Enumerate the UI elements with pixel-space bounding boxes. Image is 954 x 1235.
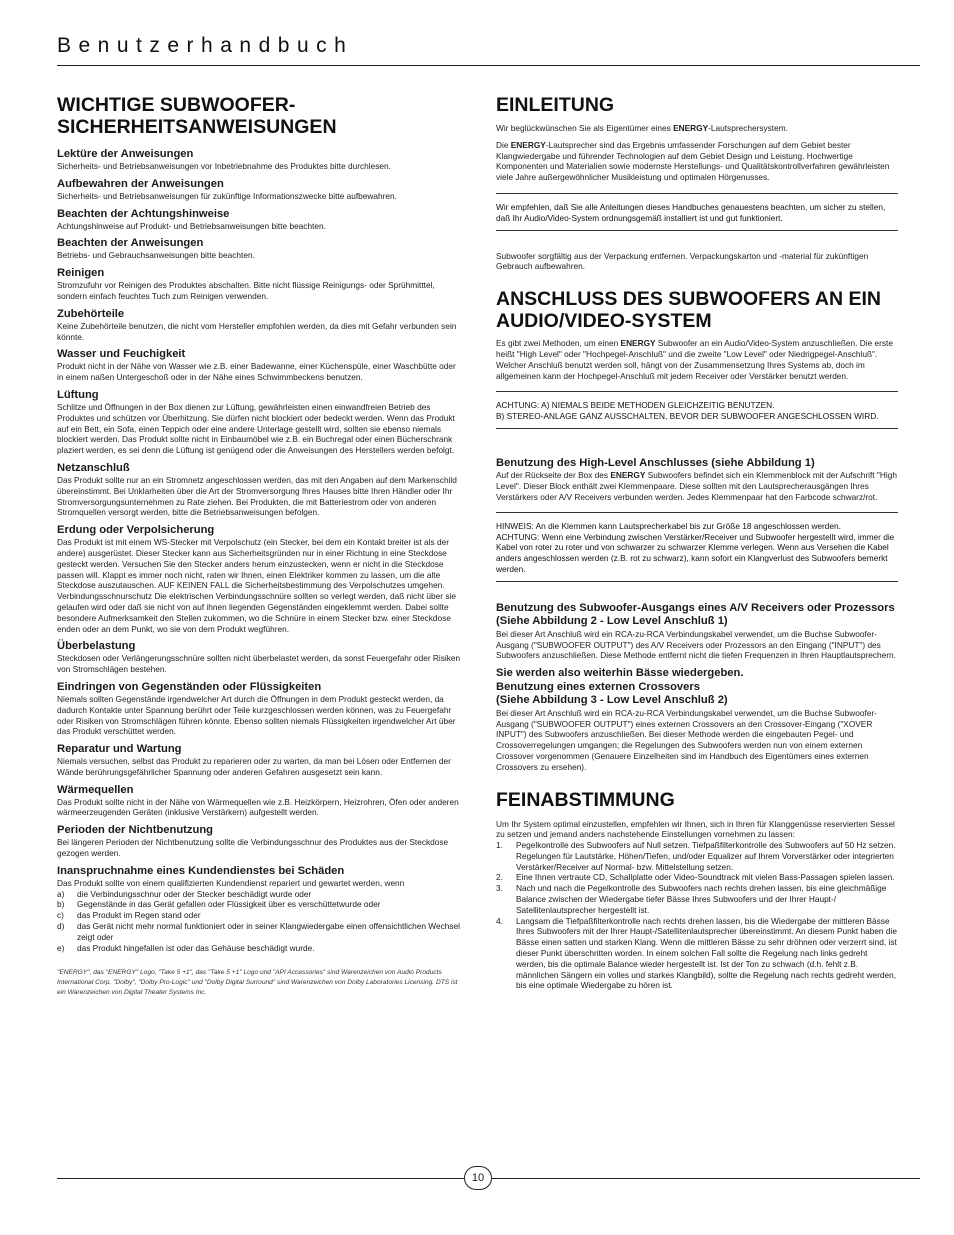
external-crossover-paragraph: Bei dieser Art Anschluß wird ein RCA-zu-RCA Verbindungskabel verwendet, um die Buchse Subwoofer-Ausgang ("SUBWOOFER OUTPUT") eines externen Crossovers an den Crossover-Eingang ("XOVER INPUT") des Subwoofers anzuschließen. Bei dieser Methode werden die eingebauten Pegel- und Crossoverregelungen umgangen; die Regelungen des Subwoofers werden nun von einem externen Crossover vorgenommen (Genauere Einzelheiten sind im Handbuch des Eigentümers eines externen Crossovers zu ersehen). [496, 707, 877, 772]
damage-list-item-marker: a) [57, 888, 65, 899]
safety-item-text: Sicherheits- und Betriebsanweisungen vor Inbetriebnahme des Produktes bitte durchlesen. [57, 161, 391, 171]
left-column [57, 94, 461, 998]
trademark-notice: "ENERGY", das "ENERGY" Logo, "Take 5 +1", das "Take 5 +1" Logo und "API Accessories" sind Warenzeichen von Audio Products International Corp. "Dolby", "Dolby Pro-Logic" und "Dolby Digital Surround" sind Warenzeichen von Dolby Laboratories Licensing. DTS ist ein Warenzeichen von Digital Theater Systems Inc. [57, 969, 458, 997]
safety-item-text: Schlitze und Öffnungen in der Box dienen zur Lüftung, gewährleisten einen einwandfreien Betrieb des Produktes und schützen vor Überhitzung. Sie dürfen nicht blockiert oder bedeckt werden. Wenn das Produkt auf ein Bett, ein Sofa, einen Teppich oder eine andere Unterlage gestellt wird, sollten sie ebenso niemals blockiert werden. Das Produkt sollte nicht in Einbaumöbel wie z.B. ein Buchregal oder einen Bücherschrank plaziert werden, es sei denn die Lüftung ist genügend oder die Anweisungen des Herstellers werden befolgt. [57, 401, 455, 456]
safety-item-heading: Eindringen von Gegenständen oder Flüssigkeiten [57, 680, 322, 693]
footer-rule-right [492, 1178, 920, 1179]
subwoofer-output-paragraph: Bei dieser Art Anschluß wird ein RCA-zu-RCA Verbindungskabel verwendet, um die Buchse Subwoofer-Ausgang ("SUBWOOFER OUTPUT") des A/V Receivers oder Prozessors an den Eingang ("INPUT") des Subwoofers anzuschließen. Diese Methode entfernt nicht die tiefen Frequenzen in Ihren Hauptlautsprechern. [496, 628, 896, 661]
safety-item-text: Achtungshinweise auf Produkt- und Betriebsanweisungen bitte beachten. [57, 220, 326, 231]
damage-list-item-text: das Gerät nicht mehr normal funktioniert oder in seiner Klangwiedergabe einen offensichtlichen Wechsel zeigt oder [77, 921, 460, 942]
page-number: 10 [464, 1166, 492, 1190]
safety-items [57, 148, 461, 889]
brand-name: ENERGY [610, 470, 646, 481]
safety-item-text: Keine Zubehörteile benutzen, die nicht vom Hersteller empfohlen werden, da dies mit Gefahr verbunden sein könnte. [57, 320, 457, 342]
safety-item-text: Bei längeren Perioden der Nichtbenutzung sollte die Verbindungsschnur des Produktes aus der Steckdose gezogen werden. [57, 837, 449, 859]
safety-item-heading: Inanspruchnahme eines Kundendienstes bei Schäden [57, 864, 345, 877]
tuning-step-marker: 1. [496, 840, 503, 851]
tuning-step-marker: 2. [496, 872, 503, 883]
damage-list [57, 889, 461, 954]
safety-item-text: Steckdosen oder Verlängerungsschnüre sollten nicht überbelastet werden, da sonst Feuergefahr oder Risiken von Stromschlägen bestehen. [57, 653, 461, 675]
footer-rule-left [57, 1178, 464, 1179]
safety-item-heading: Zubehörteile [57, 307, 125, 320]
safety-item-heading: Wasser und Feuchigkeit [57, 348, 186, 361]
safety-item-text: Das Produkt sollte nicht in der Nähe von Wärmequellen wie z.B. Heizkörpern, Heizrohren, Öfen oder anderen wärmeerzeugenden Geräten (inklusive Verstärkern) aufgestellt werden. [57, 796, 459, 818]
warning-line-b: B) STEREO-ANLAGE GANZ AUSSCHALTEN, BEVOR DER SUBWOOFER ANGESCHLOSSEN WIRD. [496, 411, 879, 422]
feinabstimmung-heading: FEINABSTIMMUNG [496, 788, 675, 811]
damage-list-item-text: das Produkt im Regen stand oder [77, 910, 201, 921]
damage-list-item-marker: c) [57, 910, 64, 921]
einleitung-heading: EINLEITUNG [496, 94, 615, 116]
tuning-step [496, 883, 898, 915]
tuning-step-text: Langsam die Tiefpaßfilterkontrolle nach rechts drehen lassen, bis die Wiedergabe der mittleren Bässe Ihres Subwoofers mit der Ihrer Haupt-/Satellitenlautsprecher übereinstimmt. An diesem Punkt haben die Bässe einen satten und starken Klang. Wenn die mittleren Bässe zu sehr dröhnen oder verzerrt sind, ist dieser Punkt überschritten worden. In einem solchen Fall sollte die Regelung nach links gedreht werden, bis die optimale Balance wieder hergestellt ist. Ist der Ton zu schwach (d.h. fehlt z.B. männlichen Sängern ein volles und starkes Klangbild), sollte die Regelung nach rechts gedreht werden, bis eine optimale Wiedergabe zu hören ist. [516, 915, 897, 991]
damage-list-item-marker: d) [57, 921, 65, 932]
damage-list-item-marker: b) [57, 899, 65, 910]
safety-item-heading: Netzanschluß [57, 461, 130, 474]
damage-list-item-text: Gegenstände in das Gerät gefallen oder Flüssigkeit über es verschüttetwurde oder [77, 899, 381, 910]
safety-item-heading: Wärmequellen [57, 783, 134, 796]
caution-line: ACHTUNG: Wenn eine Verbindung zwischen Verstärker/Receiver und Subwoofer hergestellt wird, immer die Kabel von roter zu roter und von schwarzer zu schwarzer Klemme verlegen. Wenn aus Versehen die Kabel anders angeschlossen werden (z.B. rot zu schwarz), kann sofort ein Klangverlust des Subwoofers bemerkt werden. [496, 531, 895, 575]
safety-item-text: Niemals versuchen, selbst das Produkt zu reparieren oder zu warten, da man bei Lösen oder Entfernen der Wände berührungsgefährlicher Spannung oder anderen Gefahren ausgesetzt sein kann. [57, 756, 451, 777]
safety-item-heading: Perioden der Nichtbenutzung [57, 824, 214, 837]
high-level-hint [496, 512, 898, 582]
safety-item-heading: Überbelastung [57, 640, 136, 653]
safety-item-text: Stromzufuhr vor Reinigen des Produktes abschalten. Bitte nicht flüssige Reinigungs- oder Sprühmitttel, sondern einfach feuchtes Tuch zum Reinigen verwenden. [57, 280, 435, 301]
safety-item-heading: Lüftung [57, 388, 99, 401]
damage-list-item-marker: e) [57, 942, 65, 953]
tuning-step-marker: 3. [496, 883, 503, 894]
anschluss-paragraph: Es gibt zwei Methoden, um einen ENERGY Subwoofer an ein Audio/Video-System anzuschließen. Die erste heißt "High Level" oder "Hochpegel-Anschluß" und die zweite "Low Level" oder Niedrigpegel-Anschluß". Welcher Anschluß benutzt werden soll, hängt von der Zusammensetzung Ihres Systems ab, doch im allgemeinen kann der Hochpegel-Anschluß mit jedem Receiver oder Verstärker benutzt werden. [496, 338, 893, 381]
safety-item-heading: Erdung oder Verpolsicherung [57, 524, 215, 537]
tuning-step-marker: 4. [496, 915, 503, 926]
tuning-step [496, 872, 898, 883]
external-crossover-heading: Sie werden also weiterhin Bässe wiedergeben. Benutzung eines externen Crossovers (Siehe Abbildung 3 - Low Level Anschluß 2) [496, 667, 744, 707]
safety-item-text: Betriebs- und Gebrauchsanweisungen bitte beachten. [57, 250, 255, 261]
high-level-paragraph: Auf der Rückseite der Box des ENERGY Subwoofers befindet sich ein Klemmenblock mit der Aufschrift "High Level". Dieser Block enthält zwei Klemmenpaare. Diese sollten mit den Lautsprecherausgängen Ihres Verstärkers oder A/V Receivers verbunden werden. Jedes Klemmenpaar hat den Farbcode schwarz/rot. [496, 470, 897, 503]
einleitung-paragraph-2: Die ENERGY-Lautsprecher sind das Ergebnis umfassender Forschungen auf dem Gebiet bester Klangwiedergabe und führender Technologien auf dem Gebiet Design und Leistung. Hochwertige Komponenten und Materialien sowie modernste Herstellungs- und Qualitätskontrollverfahren gewährleisten viele Jahre außergewöhnlicher Musikleistung und optimalen Hörgenusses. [496, 139, 890, 183]
damage-list-item [57, 899, 461, 910]
tuning-step [496, 916, 898, 992]
tuning-step-text: Pegelkontrolle des Subwoofers auf Null setzen. Tiefpaßfilterkontrolle des Subwoofers auf 50 Hz setzen. Regelungen für Lautstärke, Höhen/Tiefen, und/oder Equalizer auf Ihrem Vorverstärker oder integrierten Verstärker/Receiver auf Normal- bzw. Mittelstellung setzen. [516, 840, 896, 872]
header-rule [57, 65, 920, 66]
feinabstimmung-intro: Um Ihr System optimal einzustellen, empfehlen wir Ihnen, sich in Ihren für Klanggenüsse reservierten Sessel zu setzen und jemand anders nachstehende Einstellungen vornehmen zu lassen: [496, 818, 895, 840]
right-column [496, 94, 898, 991]
safety-item-text: Das Produkt sollte nur an ein Stromnetz angeschlossen werden, das mit den Angaben auf dem Markenschild übereinstimmt. Bei Unklarheiten über die Art der Stromversorgung Ihres Hauses bitte Ihren Händler oder Ihr Stromversorgungsunternehmen zu Rate ziehen. Bei Produkten, die mit Batteriestrom oder von anderen Stromquellen versorgt werden, bitte die Betriebsanweisungen befolgen. [57, 474, 457, 518]
safety-item-heading: Reparatur und Wartung [57, 743, 182, 756]
safety-item-text: Niemals sollten Gegenstände irgendwelcher Art durch die Öffnungen in dem Produkt gesteckt werden, da dadurch Kontakte unter Spannung berührt oder Teile kurzgeschlossen werden können, was zu Feuergefahr oder Risiken von Stromschlägen führen könnte. Ebenso sollten niemals Flüssigkeiten irgendwelcher Art über das Produkt verschüttet werden. [57, 693, 456, 737]
brand-name: ENERGY [510, 139, 546, 150]
damage-list-item [57, 943, 461, 954]
page-header-title: Benutzerhandbuch [57, 34, 354, 57]
safety-item-text: Das Produkt sollte von einem qualifizierten Kundendienst repariert und gewartet werden, wenn [57, 877, 405, 888]
feinabstimmung-steps [496, 840, 898, 991]
safety-item-heading: Reinigen [57, 267, 105, 280]
damage-list-item [57, 910, 461, 921]
subwoofer-output-heading: Benutzung des Subwoofer-Ausgangs eines A/V Receivers oder Prozessors (Siehe Abbildung 2 - Low Level Anschluß 1) [496, 601, 895, 628]
safety-item-heading: Beachten der Achtungshinweise [57, 207, 230, 220]
safety-item-heading: Lektüre der Anweisungen [57, 148, 194, 160]
einleitung-note: Wir empfehlen, daß Sie alle Anleitungen dieses Handbuches genauestens beachten, um sicher zu stellen, daß Ihr Audio/Video-System ordnungsgemäß installiert ist und gut funktioniert. [496, 193, 898, 231]
anschluss-warning [496, 391, 898, 429]
anschluss-heading: ANSCHLUSS DES SUBWOOFERS AN EIN AUDIO/VIDEO-SYSTEM [496, 288, 881, 333]
tuning-step [496, 840, 898, 872]
damage-list-item [57, 921, 461, 943]
warning-line-a: ACHTUNG: A) NIEMALS BEIDE METHODEN GLEICHZEITIG BENUTZEN. [496, 400, 775, 411]
unpacking-paragraph: Subwoofer sorgfältig aus der Verpackung entfernen. Verpackungskarton und -material für zukünftigen Gebrauch aufbewahren. [496, 250, 869, 272]
tuning-step-text: Eine Ihnen vertraute CD, Schallplatte oder Video-Soundtrack mit vielen Bass-Passagen spielen lassen. [516, 872, 895, 883]
high-level-heading: Benutzung des High-Level Anschlusses (siehe Abbildung 1) [496, 456, 815, 469]
safety-item-heading: Aufbewahren der Anweisungen [57, 177, 224, 190]
einleitung-paragraph-1: Wir beglückwünschen Sie als Eigentümer eines ENERGY-Lautsprechersystem. [496, 123, 788, 133]
hint-line: HINWEIS: An die Klemmen kann Lautsprecherkabel bis zur Größe 18 angeschlossen werden. [496, 520, 841, 531]
safety-item-text: Produkt nicht in der Nähe von Wasser wie z.B. einer Badewanne, einer Küchenspüle, einer Waschbütte oder in einem naßen Untergeschoß oder in der Nähe eines Schwimmbeckens benutzen. [57, 361, 456, 383]
damage-list-item-text: das Produkt hingefallen ist oder das Gehäuse beschädigt wurde. [77, 942, 315, 953]
brand-name: ENERGY [673, 123, 709, 133]
safety-heading: WICHTIGE SUBWOOFER-SICHERHEITSANWEISUNGEN [57, 94, 337, 138]
brand-name: ENERGY [620, 338, 656, 349]
safety-item-heading: Beachten der Anweisungen [57, 237, 204, 250]
safety-item-text: Das Produkt ist mit einem WS-Stecker mit Verpolschutz (ein Stecker, bei dem ein Kontakt breiter ist als der andere) ausgerüstet. Dieser Stecker kann aus Sicherheitsgründen nur in einer Richtung in eine Steckdose gesteckt werden. Versuchen Sie den Stecker anders herum einzustecken, wenn er nicht in die Steckdose passen will. Klappt es immer noch nicht, raten wir Ihnen, einen Elektriker kommen zu lassen, um die alte Steckdose auszutauschen. AUF KEINEN FALL die Sicherheitsbestimmung des Verpolschutzes umgehen. Verbindungsschnurschutz Die elektrischen Verbindungsschnüre sollten so verlegt werden, daß nicht über sie gelaufen wird oder daß sie nicht von auf ihnen liegenden Gegenständen eingeklemmt werden. Dabei sollte besondere Aufmerksamkeit den Stellen zukommen, wo die Schnüre in einem Stecker bzw. einer Steckdose enden oder an dem Punkt, wo sie von dem Produkt wegführen. [57, 537, 456, 634]
damage-list-item-text: die Verbindungsschnur oder der Stecker beschädigt wurde oder [77, 888, 312, 899]
damage-list-item [57, 889, 461, 900]
safety-item-text: Sicherheits- und Betriebsanweisungen für zukünftige Informationszwecke bitte aufbewahren. [57, 190, 397, 201]
tuning-step-text: Nach und nach die Pegelkontrolle des Subwoofers nach rechts drehen lassen, bis eine gleichmäßige Balance zwischen der Wiedergabe tiefer Bässe Ihres Subwoofers und der Ihrer Haupt-/ Satellitenlautsprecher hergestellt ist. [516, 883, 887, 915]
